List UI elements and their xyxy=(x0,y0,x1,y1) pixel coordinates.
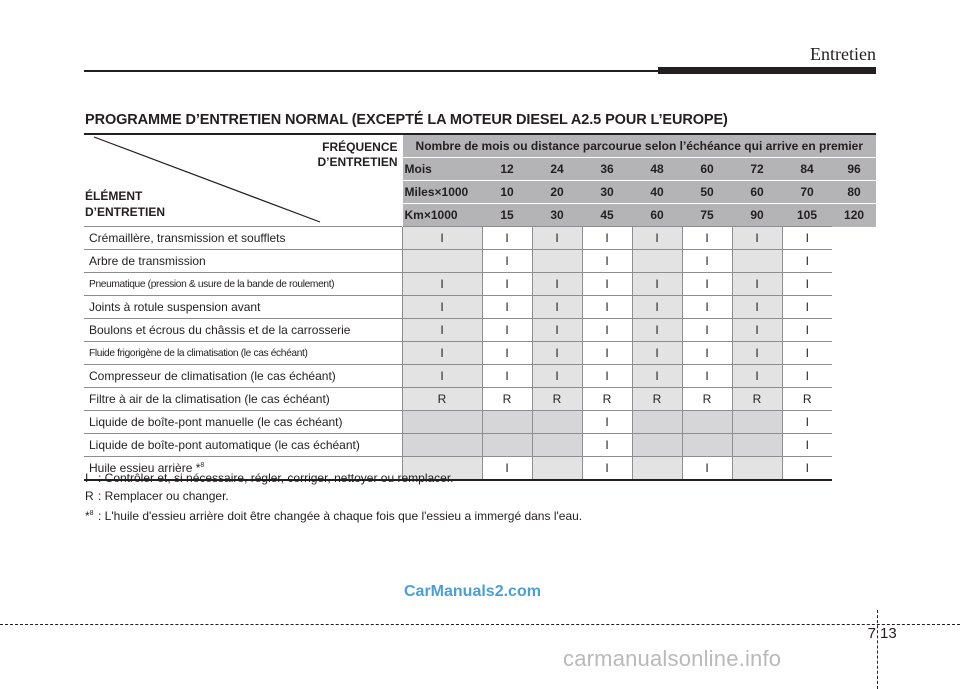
cell-value: I xyxy=(582,273,632,296)
item-name-text: Liquide de boîte-pont manuelle (le cas échéant) xyxy=(89,415,343,429)
cell-value: I xyxy=(402,296,482,319)
item-name xyxy=(84,250,402,273)
item-name xyxy=(84,273,402,296)
cell-value xyxy=(402,434,482,457)
cell-value: I xyxy=(632,227,682,250)
cell-value: I xyxy=(482,296,532,319)
cell-value: I xyxy=(582,342,632,365)
unit-value: 10 xyxy=(482,181,532,204)
cell-value xyxy=(732,457,782,481)
cell-value: I xyxy=(732,342,782,365)
item-name xyxy=(84,434,402,457)
unit-value: 105 xyxy=(782,204,832,227)
legend-key-sup: 8 xyxy=(89,510,94,517)
cell-value xyxy=(632,434,682,457)
page-number-value: 13 xyxy=(880,625,897,642)
cell-value: R xyxy=(682,388,732,411)
cell-value: I xyxy=(732,319,782,342)
footnote-ref: 8 xyxy=(200,462,205,469)
item-name xyxy=(84,411,402,434)
legend-text-replace: : Remplacer ou changer. xyxy=(98,489,229,503)
item-name-text: Pneumatique (pression & usure de la bande de roulement) xyxy=(89,278,335,290)
item-name-text: Filtre à air de la climatisation (le cas échéant) xyxy=(89,392,330,406)
item-name xyxy=(84,227,402,250)
cell-value: I xyxy=(632,296,682,319)
cell-value: I xyxy=(582,411,632,434)
element-label xyxy=(85,188,165,220)
cell-value: I xyxy=(482,227,532,250)
cell-value: I xyxy=(582,296,632,319)
unit-value: 60 xyxy=(732,181,782,204)
cell-value xyxy=(632,411,682,434)
cell-value: I xyxy=(782,342,832,365)
legend-key-star: * xyxy=(85,509,90,523)
unit-value: 36 xyxy=(582,158,632,181)
cell-value: R xyxy=(732,388,782,411)
legend-text-inspect: : Contrôler et, si nécessaire, régler, corriger, nettoyer ou remplacer. xyxy=(98,471,454,485)
unit-value: 15 xyxy=(482,204,532,227)
cell-value: R xyxy=(482,388,532,411)
cell-value: I xyxy=(782,365,832,388)
cell-value: I xyxy=(682,457,732,481)
item-name-text: Huile essieu arrière * xyxy=(89,461,201,475)
legend-row-inspect xyxy=(85,469,582,487)
item-name xyxy=(84,388,402,411)
unit-value: 70 xyxy=(782,181,832,204)
legend-key-inspect: I xyxy=(85,471,89,485)
cell-value xyxy=(532,434,582,457)
cell-value: I xyxy=(782,434,832,457)
table-row xyxy=(84,365,876,388)
corner-header xyxy=(84,134,402,227)
cell-value: I xyxy=(782,457,832,481)
unit-value: 60 xyxy=(682,158,732,181)
cell-value: I xyxy=(732,296,782,319)
item-name-text: Boulons et écrous du châssis et de la carrosserie xyxy=(89,323,351,337)
unit-label: Miles×1000 xyxy=(402,181,482,204)
cell-value: I xyxy=(682,273,732,296)
cell-value: I xyxy=(482,365,532,388)
legend-row-footnote xyxy=(85,505,582,525)
cell-value: I xyxy=(582,319,632,342)
cell-value xyxy=(732,411,782,434)
unit-value: 60 xyxy=(632,204,682,227)
table-row xyxy=(84,250,876,273)
footer-vertical-dash xyxy=(877,610,878,689)
cell-value xyxy=(682,434,732,457)
table-row xyxy=(84,273,876,296)
maintenance-table xyxy=(84,133,876,481)
cell-value: I xyxy=(682,319,732,342)
cell-value: I xyxy=(632,365,682,388)
item-name xyxy=(84,296,402,319)
item-name xyxy=(84,342,402,365)
cell-value: R xyxy=(402,388,482,411)
cell-value: I xyxy=(402,365,482,388)
watermark: CarManuals2.com xyxy=(404,583,541,600)
cell-value: I xyxy=(482,273,532,296)
unit-value: 72 xyxy=(732,158,782,181)
legend-key-replace: R xyxy=(85,489,94,503)
cell-value: I xyxy=(582,457,632,481)
cell-value: I xyxy=(782,227,832,250)
cell-value xyxy=(632,250,682,273)
cell-value: I xyxy=(532,319,582,342)
item-name-text: Fluide frigorigène de la climatisation (le cas échéant) xyxy=(89,347,308,359)
table-row xyxy=(84,296,876,319)
header-rule xyxy=(84,70,658,72)
cell-value: I xyxy=(402,342,482,365)
legend-key-footnote xyxy=(85,505,98,525)
unit-label: Km×1000 xyxy=(402,204,482,227)
table-row xyxy=(84,227,876,250)
cell-value xyxy=(482,411,532,434)
item-name-text: Liquide de boîte-pont automatique (le cas échéant) xyxy=(89,438,360,452)
cell-value: I xyxy=(782,296,832,319)
unit-value: 50 xyxy=(682,181,732,204)
unit-value: 45 xyxy=(582,204,632,227)
chapter-number: 7 xyxy=(867,625,876,642)
cell-value: I xyxy=(682,296,732,319)
cell-value: I xyxy=(402,227,482,250)
unit-value: 75 xyxy=(682,204,732,227)
item-name xyxy=(84,319,402,342)
unit-value: 12 xyxy=(482,158,532,181)
cell-value xyxy=(682,411,732,434)
item-name-text: Arbre de transmission xyxy=(89,254,206,268)
cell-value: R xyxy=(532,388,582,411)
cell-value: R xyxy=(582,388,632,411)
cell-value: I xyxy=(582,365,632,388)
cell-value: I xyxy=(782,250,832,273)
unit-value: 40 xyxy=(632,181,682,204)
frequency-header: Nombre de mois ou distance parcourue selon l’échéance qui arrive en premier xyxy=(402,134,876,158)
cell-value: I xyxy=(582,250,632,273)
element-label-line1: ÉLÉMENT xyxy=(85,189,143,203)
cell-value: I xyxy=(732,273,782,296)
table-row xyxy=(84,319,876,342)
unit-value: 120 xyxy=(832,204,876,227)
frequency-label-line2: D’ENTRETIEN xyxy=(317,155,398,169)
program-title: PROGRAMME D’ENTRETIEN NORMAL (EXCEPTÉ LA MOTEUR DIESEL A2.5 POUR L’EUROPE) xyxy=(85,112,728,128)
cell-value: I xyxy=(532,227,582,250)
cell-value xyxy=(402,411,482,434)
page-number xyxy=(856,625,897,642)
item-name-text: Joints à rotule suspension avant xyxy=(89,300,261,314)
cell-value: I xyxy=(482,319,532,342)
cell-value: I xyxy=(682,342,732,365)
header-bar xyxy=(658,67,876,74)
cell-value: I xyxy=(532,365,582,388)
cell-value xyxy=(402,250,482,273)
unit-value: 48 xyxy=(632,158,682,181)
unit-label: Mois xyxy=(402,158,482,181)
unit-value: 30 xyxy=(582,181,632,204)
cell-value: I xyxy=(482,457,532,481)
unit-value: 30 xyxy=(532,204,582,227)
unit-value: 84 xyxy=(782,158,832,181)
cell-value xyxy=(532,250,582,273)
item-name-text: Compresseur de climatisation (le cas échéant) xyxy=(89,369,336,383)
cell-value: I xyxy=(732,365,782,388)
cell-value: I xyxy=(682,227,732,250)
cell-value: I xyxy=(782,273,832,296)
cell-value: I xyxy=(482,250,532,273)
table-row xyxy=(84,411,876,434)
cell-value: I xyxy=(582,227,632,250)
cell-value: I xyxy=(582,434,632,457)
cell-value: I xyxy=(682,250,732,273)
legend-row-replace xyxy=(85,487,582,505)
cell-value: R xyxy=(782,388,832,411)
table-row xyxy=(84,342,876,365)
cell-value xyxy=(732,434,782,457)
table-row xyxy=(84,388,876,411)
table-row xyxy=(84,434,876,457)
cell-value xyxy=(482,434,532,457)
unit-value: 96 xyxy=(832,158,876,181)
cell-value: R xyxy=(632,388,682,411)
frequency-header-row xyxy=(84,134,876,158)
frequency-label xyxy=(317,140,397,170)
cell-value: I xyxy=(782,319,832,342)
legend-text-footnote: : L'huile d'essieu arrière doit être changée à chaque fois que l'essieu a immergé dans l'eau. xyxy=(98,509,583,523)
cell-value: I xyxy=(682,365,732,388)
footer-dashed-rule xyxy=(0,624,960,625)
cell-value: I xyxy=(532,342,582,365)
cell-value: I xyxy=(732,227,782,250)
cell-value xyxy=(732,250,782,273)
unit-value: 20 xyxy=(532,181,582,204)
cell-value: I xyxy=(782,411,832,434)
cell-value: I xyxy=(532,273,582,296)
cell-value: I xyxy=(632,342,682,365)
frequency-label-line1: FRÉQUENCE xyxy=(322,140,398,154)
cell-value xyxy=(532,411,582,434)
cell-value: I xyxy=(632,273,682,296)
cell-value xyxy=(632,457,682,481)
item-name xyxy=(84,365,402,388)
element-label-line2: D’ENTRETIEN xyxy=(85,205,166,219)
unit-value: 24 xyxy=(532,158,582,181)
cell-value: I xyxy=(632,319,682,342)
cell-value: I xyxy=(532,296,582,319)
site-watermark: carmanualsonline.info xyxy=(563,646,782,671)
cell-value: I xyxy=(402,319,482,342)
unit-value: 80 xyxy=(832,181,876,204)
section-title: Entretien xyxy=(810,44,876,64)
cell-value: I xyxy=(482,342,532,365)
cell-value: I xyxy=(402,273,482,296)
legend xyxy=(85,469,582,525)
unit-value: 90 xyxy=(732,204,782,227)
item-name-text: Crémaillère, transmission et soufflets xyxy=(89,231,286,245)
